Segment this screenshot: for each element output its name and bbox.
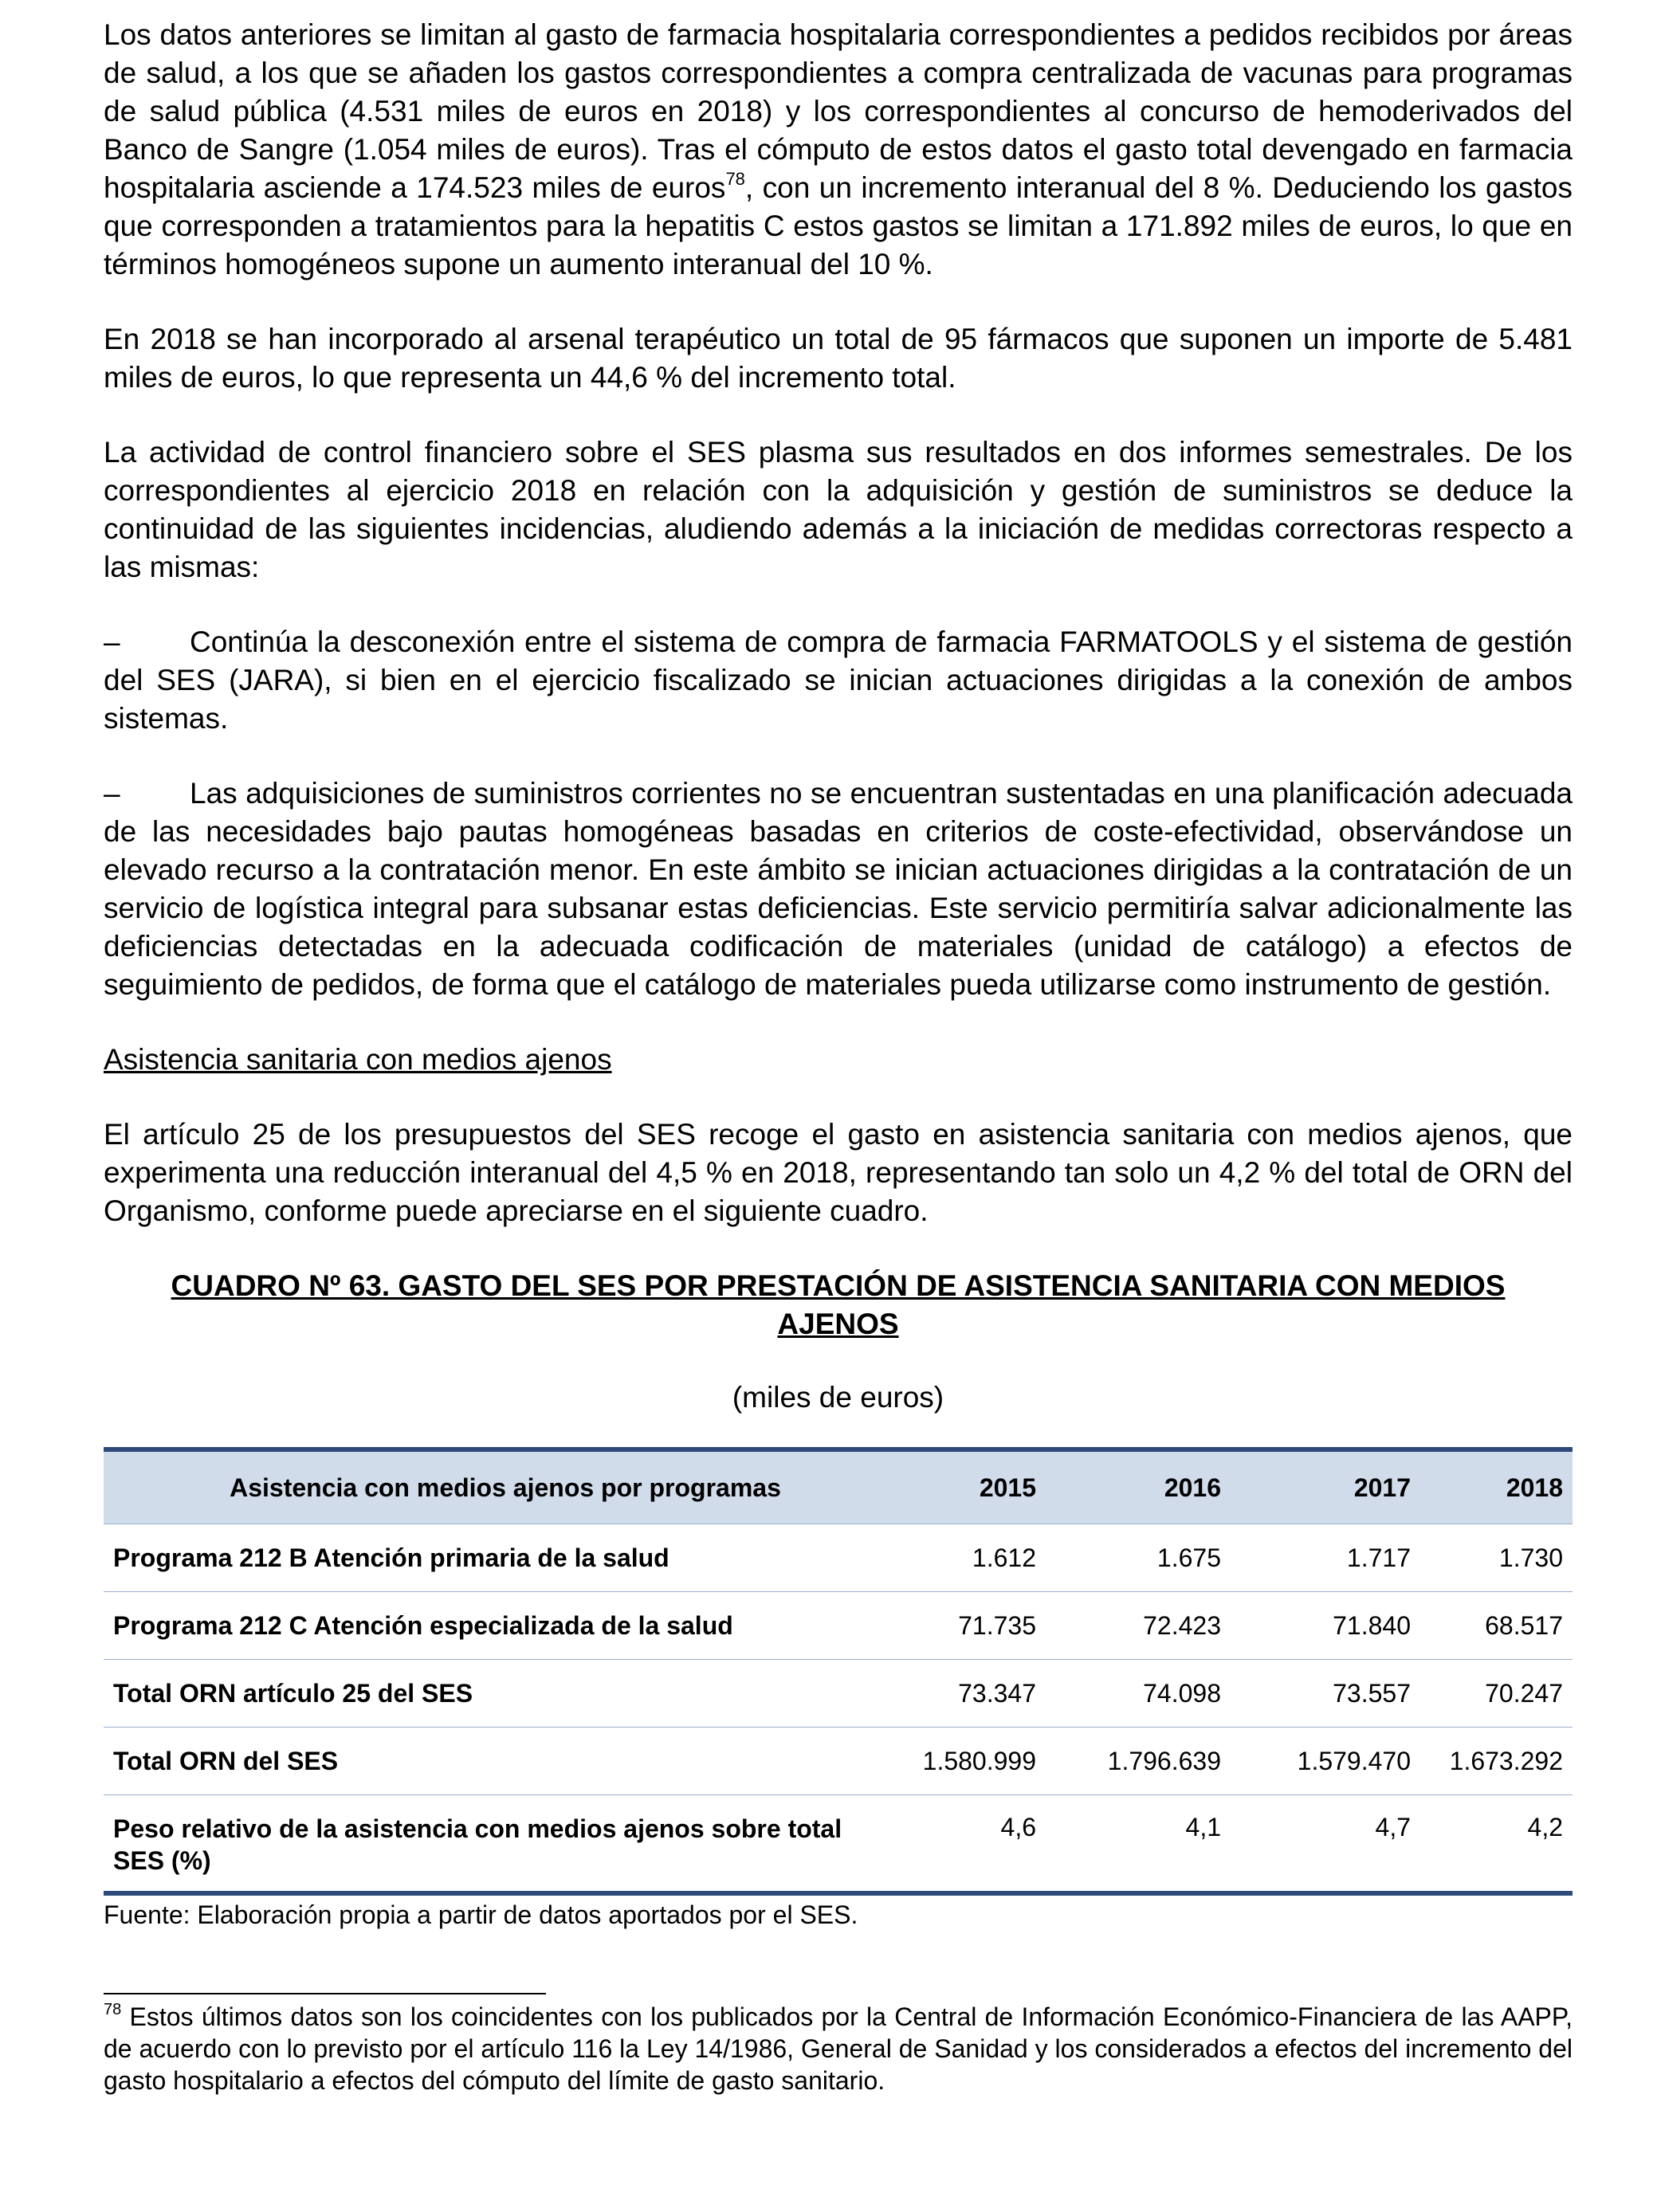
table-cell: 1.796.639 [1046, 1728, 1231, 1795]
table-cell: 1.717 [1231, 1524, 1420, 1592]
table-cell: 1.675 [1046, 1524, 1231, 1592]
table-cell: 1.730 [1420, 1524, 1573, 1592]
table-title: CUADRO Nº 63. GASTO DEL SES POR PRESTACIÓN DE ASISTENCIA SANITARIA CON MEDIOS AJENOS [171, 1269, 1506, 1340]
row-label: Programa 212 C Atención especializada de la salud [104, 1592, 869, 1660]
table-row [104, 1592, 1573, 1660]
paragraph-financial-control: La actividad de control financiero sobre el SES plasma sus resultados en dos informes semestrales. De los correspondientes al ejercicio 2018 en relación con la adquisición y gestión de suministros se deduce la continuidad de las siguientes incidencias, aludiendo además a la iniciación de medidas correctoras respecto a las mismas: [104, 436, 1573, 583]
table-cell: 72.423 [1046, 1592, 1231, 1660]
dash-bullet-icon: – [104, 626, 120, 658]
table-header-row [104, 1449, 1573, 1524]
table-row [104, 1795, 1573, 1894]
paragraph-article-25: El artículo 25 de los presupuestos del SES recoge el gasto en asistencia sanitaria con medios ajenos, que experimenta una reducción interanual del 4,5 % en 2018, representando tan solo un 4,2 % del total de ORN del Organismo, conforme puede apreciarse en el siguiente cuadro. [104, 1118, 1573, 1227]
table-row [104, 1728, 1573, 1795]
spending-table [104, 1447, 1573, 1896]
table-cell: 1.673.292 [1420, 1728, 1573, 1795]
footnote-divider [104, 1993, 546, 1994]
bullet-text: Las adquisiciones de suministros corrientes no se encuentran sustentadas en una planificación adecuada de las necesidades bajo pautas homogéneas basadas en criterios de coste-efectividad, observándose un elevado recurso a la contratación menor. En este ámbito se inician actuaciones dirigidas a la contratación de un servicio de logística integral para subsanar estas deficiencias. Este servicio permitiría salvar adicionalmente las deficiencias detectadas en la adecuada codificación de materiales (unidad de catálogo) a efectos de seguimiento de pedidos, de forma que el catálogo de materiales pueda utilizarse como instrumento de gestión. [104, 777, 1573, 1001]
table-cell: 1.579.470 [1231, 1728, 1420, 1795]
table-cell: 70.247 [1420, 1660, 1573, 1728]
table-cell: 68.517 [1420, 1592, 1573, 1660]
table-cell: 4,7 [1231, 1795, 1420, 1894]
table-source: Fuente: Elaboración propia a partir de datos aportados por el SES. [104, 1900, 858, 1929]
footnote-text: Estos últimos datos son los coincidentes con los publicados por la Central de Información Económico-Financiera de las AAPP, de acuerdo con lo previsto por el artículo 116 la Ley 14/1986, General de Sanidad y los considerados a efectos del incremento del gasto hospitalario a efectos del cómputo del límite de gasto sanitario. [104, 2002, 1573, 2095]
row-label: Peso relativo de la asistencia con medios ajenos sobre total SES (%) [104, 1795, 869, 1894]
paragraph-text: Los datos anteriores se limitan al gasto de farmacia hospitalaria correspondientes a pedidos recibidos por áreas de salud, a los que se añaden los gastos correspondientes a compra centralizada de vacunas para programas de salud pública (4.531 miles de euros en 2018) y los correspondientes al concurso de hemoderivados del Banco de Sangre (1.054 miles de euros). Tras el cómputo de estos datos el gasto total devengado en farmacia hospitalaria asciende a 174.523 miles de euros [104, 18, 1573, 204]
table-cell: 73.557 [1231, 1660, 1420, 1728]
footnote [104, 2001, 1573, 2096]
table-cell: 4,2 [1420, 1795, 1573, 1894]
table-cell: 1.580.999 [869, 1728, 1046, 1795]
table-cell: 73.347 [869, 1660, 1046, 1728]
table-cell: 71.735 [869, 1592, 1046, 1660]
column-header: 2015 [869, 1449, 1046, 1524]
table-row [104, 1524, 1573, 1592]
table-row [104, 1660, 1573, 1728]
row-label: Programa 212 B Atención primaria de la salud [104, 1524, 869, 1592]
table-cell: 4,6 [869, 1795, 1046, 1894]
table-cell: 4,1 [1046, 1795, 1231, 1894]
footnote-number: 78 [104, 2001, 122, 2018]
footnote-reference[interactable]: 78 [725, 169, 745, 189]
table-cell: 71.840 [1231, 1592, 1420, 1660]
section-heading: Asistencia sanitaria con medios ajenos [104, 1043, 612, 1076]
column-header: 2018 [1420, 1449, 1573, 1524]
table-cell: 74.098 [1046, 1660, 1231, 1728]
document-page [104, 16, 1573, 2096]
paragraph-pharmacy-spending [104, 16, 1573, 284]
table-cell: 1.612 [869, 1524, 1046, 1592]
row-label: Total ORN artículo 25 del SES [104, 1660, 869, 1728]
column-header: Asistencia con medios ajenos por programas [104, 1449, 869, 1524]
bullet-item-farmatools [104, 623, 1573, 738]
table-unit: (miles de euros) [732, 1381, 944, 1414]
column-header: 2017 [1231, 1449, 1420, 1524]
paragraph-new-drugs: En 2018 se han incorporado al arsenal terapéutico un total de 95 fármacos que suponen un importe de 5.481 miles de euros, lo que representa un 44,6 % del incremento total. [104, 323, 1573, 394]
paragraph-text: , con un incremento interanual del 8 %. Deduciendo los gastos que corresponden a tratamientos para la hepatitis C estos gastos se limitan a 171.892 miles de euros, lo que en términos homogéneos supone un aumento interanual del 10 %. [104, 171, 1573, 280]
bullet-text: Continúa la desconexión entre el sistema de compra de farmacia FARMATOOLS y el sistema de gestión del SES (JARA), si bien en el ejercicio fiscalizado se inician actuaciones dirigidas a la conexión de ambos sistemas. [104, 626, 1573, 735]
column-header: 2016 [1046, 1449, 1231, 1524]
dash-bullet-icon: – [104, 777, 120, 810]
bullet-item-supplies [104, 775, 1573, 1004]
row-label: Total ORN del SES [104, 1728, 869, 1795]
